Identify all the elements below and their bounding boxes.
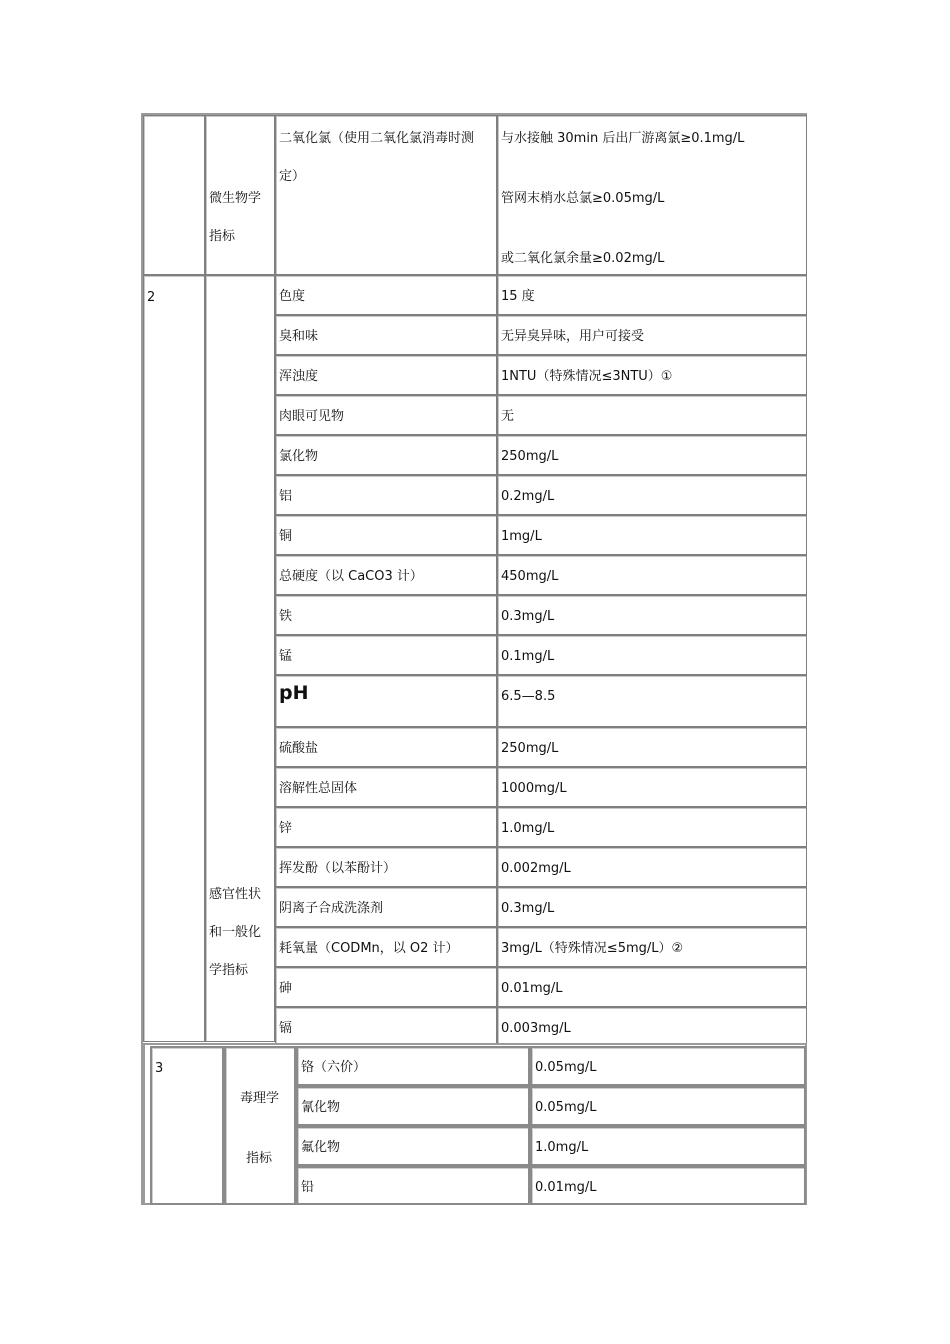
table-cell-limit xyxy=(497,515,807,555)
category-line-1: 微生物学 xyxy=(209,191,262,206)
table-cell-limit xyxy=(530,1166,806,1205)
category-line-2: 和一般化 xyxy=(209,925,262,940)
table-cell-limit xyxy=(497,555,807,595)
table-cell-limit xyxy=(497,887,807,927)
limit-value: 0.003mg/L xyxy=(501,1021,571,1036)
limit-value: 0.002mg/L xyxy=(501,861,571,876)
item-line-2: 定） xyxy=(279,169,306,184)
table-cell-item xyxy=(275,767,497,807)
item-name: 肉眼可见物 xyxy=(279,409,345,424)
section1-category-cell xyxy=(205,115,275,275)
limit-value: 250mg/L xyxy=(501,741,559,756)
limit-value: 3mg/L（特殊情况≤5mg/L）② xyxy=(501,941,684,956)
limit-value: 0.01mg/L xyxy=(535,1180,597,1195)
table-cell-limit xyxy=(497,807,807,847)
limit-value: 1000mg/L xyxy=(501,781,567,796)
item-name: 阴离子合成洗涤剂 xyxy=(279,901,384,916)
category-line-2: 指标 xyxy=(246,1151,273,1166)
limit-value: 0.1mg/L xyxy=(501,649,555,664)
item-name: 铜 xyxy=(279,529,293,544)
section1-item-cell xyxy=(275,115,497,275)
limit-value: 1.0mg/L xyxy=(535,1140,589,1155)
section1-number-cell xyxy=(143,115,205,275)
item-name: 臭和味 xyxy=(279,329,319,344)
limit-value: 0.05mg/L xyxy=(535,1100,597,1115)
table-cell-item xyxy=(275,515,497,555)
item-name: 锌 xyxy=(279,821,293,836)
limit-value: 6.5—8.5 xyxy=(501,689,556,704)
item-name: 耗氧量（CODMn，以 O2 计） xyxy=(279,941,459,956)
table-cell-item xyxy=(296,1046,530,1086)
table-cell-item xyxy=(275,1007,497,1047)
limit-value: 0.3mg/L xyxy=(501,901,555,916)
category-line-1: 毒理学 xyxy=(240,1091,280,1106)
limit-value: 0.3mg/L xyxy=(501,609,555,624)
table-cell-limit xyxy=(497,847,807,887)
table-cell-item xyxy=(275,595,497,635)
item-name: 锰 xyxy=(279,649,293,664)
item-name: 氰化物 xyxy=(301,1100,341,1115)
table-cell-item xyxy=(275,967,497,1007)
limit-value: 0.01mg/L xyxy=(501,981,563,996)
limit-line-1: 与水接触 30min 后出厂游离氯≥0.1mg/L xyxy=(501,131,745,146)
table-cell-item xyxy=(275,847,497,887)
item-name: 铬（六价） xyxy=(301,1060,367,1075)
category-line-3: 学指标 xyxy=(209,963,249,978)
item-name: 硫酸盐 xyxy=(279,741,319,756)
table-cell-limit xyxy=(497,595,807,635)
item-name: 浑浊度 xyxy=(279,369,319,384)
table-cell-limit xyxy=(497,275,807,315)
table-cell-limit xyxy=(497,395,807,435)
item-name: 镉 xyxy=(279,1021,293,1036)
table-cell-item xyxy=(275,395,497,435)
table-cell-limit xyxy=(497,767,807,807)
table-cell-item xyxy=(296,1086,530,1126)
table-cell-item xyxy=(275,675,497,727)
table-cell-item xyxy=(275,475,497,515)
category-line-1: 感官性状 xyxy=(209,887,262,902)
limit-value: 无 xyxy=(501,409,515,424)
table-cell-limit xyxy=(530,1086,806,1126)
section2-number-cell xyxy=(143,275,205,1042)
table-cell-item xyxy=(275,927,497,967)
item-name: 氯化物 xyxy=(279,449,319,464)
item-name: 挥发酚（以苯酚计） xyxy=(279,861,397,876)
table-cell-limit xyxy=(497,927,807,967)
section-number: 2 xyxy=(147,290,156,305)
item-name: 总硬度（以 CaCO3 计） xyxy=(279,569,423,584)
item-name: 铅 xyxy=(301,1180,315,1195)
limit-value: 0.05mg/L xyxy=(535,1060,597,1075)
table-cell-limit xyxy=(497,1007,807,1047)
section3-category-cell xyxy=(224,1046,296,1205)
limit-line-2: 管网末梢水总氯≥0.05mg/L xyxy=(501,191,665,206)
table-cell-limit xyxy=(497,315,807,355)
table-cell-item xyxy=(296,1126,530,1166)
limit-value: 1.0mg/L xyxy=(501,821,555,836)
table-cell-item xyxy=(275,355,497,395)
item-name: 溶解性总固体 xyxy=(279,781,358,796)
section-number: 3 xyxy=(155,1061,164,1076)
item-name: 氟化物 xyxy=(301,1140,341,1155)
limit-value: 250mg/L xyxy=(501,449,559,464)
table-cell-limit xyxy=(497,635,807,675)
table-cell-item xyxy=(275,727,497,767)
table-cell-item xyxy=(275,435,497,475)
section2-category-cell xyxy=(205,275,275,1042)
limit-line-3: 或二氧化氯余量≥0.02mg/L xyxy=(501,251,665,266)
limit-value: 450mg/L xyxy=(501,569,559,584)
table-cell-item xyxy=(296,1166,530,1205)
item-name: 色度 xyxy=(279,289,306,304)
item-line-1: 二氧化氯（使用二氧化氯消毒时测 xyxy=(279,131,475,146)
item-name: 铝 xyxy=(279,489,293,504)
item-name: 铁 xyxy=(279,609,293,624)
limit-value: 1NTU（特殊情况≤3NTU）① xyxy=(501,369,673,384)
section1-limit-cell xyxy=(497,115,807,275)
limit-value: 1mg/L xyxy=(501,529,542,544)
item-name: 砷 xyxy=(279,981,293,996)
table-cell-limit xyxy=(497,435,807,475)
table-cell-item xyxy=(275,807,497,847)
table-cell-item xyxy=(275,275,497,315)
table-cell-limit xyxy=(497,727,807,767)
category-line-2: 指标 xyxy=(209,229,236,244)
table-cell-limit xyxy=(497,355,807,395)
section3-number-cell xyxy=(150,1046,224,1205)
table-cell-item xyxy=(275,635,497,675)
limit-value: 0.2mg/L xyxy=(501,489,555,504)
table-cell-item xyxy=(275,887,497,927)
limit-value: 15 度 xyxy=(501,289,535,304)
item-name: pH xyxy=(279,682,309,704)
table-cell-limit xyxy=(497,967,807,1007)
limit-value: 无异臭异味，用户可接受 xyxy=(501,329,645,344)
table-cell-limit xyxy=(497,675,807,727)
table-cell-item xyxy=(275,315,497,355)
table-cell-item xyxy=(275,555,497,595)
table-cell-limit xyxy=(530,1126,806,1166)
table-cell-limit xyxy=(497,475,807,515)
table-cell-limit xyxy=(530,1046,806,1086)
